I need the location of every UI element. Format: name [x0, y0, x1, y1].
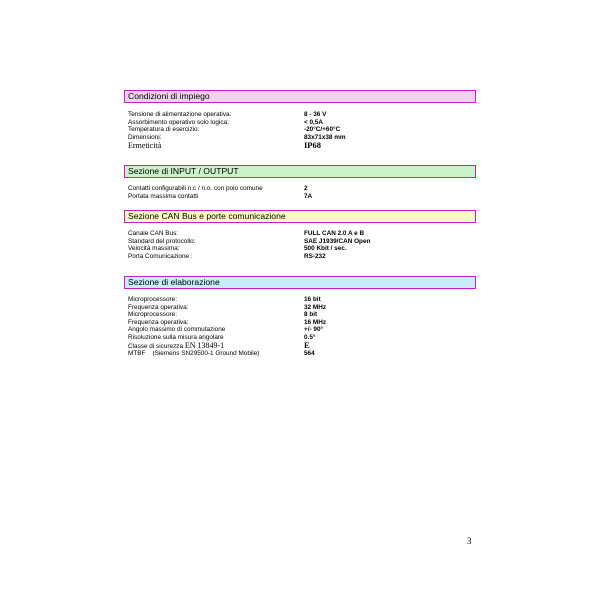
- page-number: 3: [467, 536, 472, 546]
- section-header-elaborazione: Sezione di elaborazione: [124, 276, 476, 289]
- spec-label: Velocità massima:: [128, 245, 180, 252]
- section-can-bus-rows: [128, 230, 478, 260]
- spec-value: IP68: [304, 140, 321, 150]
- spec-row: [128, 185, 478, 193]
- spec-label: Temperatura di esercizio:: [128, 126, 200, 133]
- spec-value: 32 MHz: [304, 303, 327, 311]
- spec-row: [128, 134, 478, 142]
- spec-row: [128, 245, 478, 253]
- spec-row: [128, 341, 478, 350]
- spec-label: Dimensioni:: [128, 133, 162, 141]
- spec-value: 7A: [304, 192, 313, 200]
- spec-label: Risoluzione sulla misura angolare: [128, 333, 224, 341]
- spec-row: [128, 319, 478, 327]
- spec-value: SAE J1939/CAN Open: [304, 237, 371, 245]
- spec-value: 8 - 36 V: [304, 111, 327, 118]
- spec-row: [128, 238, 478, 246]
- spec-value: RS-232: [304, 252, 326, 260]
- section-header-can-bus: Sezione CAN Bus e porte comunicazione: [124, 210, 476, 223]
- spec-row: [128, 119, 478, 127]
- spec-value: 0.5°: [304, 333, 316, 341]
- spec-label: Contatti configurabili n.c / n.o. con polo comune: [128, 185, 263, 192]
- spec-value: 83x71x38 mm: [304, 133, 346, 141]
- spec-label: Portata massima contatti: [128, 192, 199, 200]
- spec-row: [128, 111, 478, 119]
- spec-label: Frequenza operativa:: [128, 303, 189, 311]
- spec-value: E: [304, 340, 310, 350]
- spec-row: [128, 334, 478, 342]
- spec-label-standard: EN 13849-1: [184, 341, 225, 350]
- spec-label: Microprocessore:: [128, 311, 178, 318]
- spec-row: [128, 193, 478, 201]
- spec-value: 500 Kbit / sec.: [304, 245, 347, 252]
- spec-row: [128, 326, 478, 334]
- spec-label: Standard del protocollo:: [128, 237, 196, 245]
- section-condizioni-rows: [128, 111, 478, 150]
- spec-label: Ermeticità: [128, 141, 162, 150]
- spec-value: +/- 90°: [304, 326, 324, 333]
- spec-label: Microprocessore:: [128, 296, 178, 303]
- spec-row: [128, 126, 478, 134]
- spec-row: [128, 141, 478, 150]
- section-input-output-rows: [128, 185, 478, 200]
- spec-row: [128, 296, 478, 304]
- spec-label: Porta Comunicazione :: [128, 252, 193, 260]
- spec-label-prefix: Classe di sicurezza: [128, 343, 185, 350]
- spec-value: 2: [304, 185, 308, 192]
- spec-value: -20°C/+60°C: [304, 126, 341, 133]
- spec-row: [128, 304, 478, 312]
- spec-label: Assorbimento operativo solo logica:: [128, 118, 229, 126]
- spec-value: 16 MHz: [304, 318, 327, 326]
- spec-label: Angolo massimo di commutazione: [128, 326, 226, 333]
- spec-row: [128, 230, 478, 238]
- spec-value: < 0,5A: [304, 118, 324, 126]
- spec-row: [128, 350, 478, 358]
- spec-value: FULL CAN 2.0 A e B: [304, 230, 365, 237]
- spec-label: MTBF (Siemens SN29500-1 Ground Mobile): [128, 350, 260, 357]
- spec-label: Frequenza operativa:: [128, 318, 189, 326]
- spec-row: [128, 253, 478, 261]
- spec-label: Canale CAN Bus:: [128, 230, 179, 237]
- spec-row: [128, 311, 478, 319]
- spec-value: 8 bit: [304, 311, 318, 318]
- spec-label: Tensione di alimentazione operativa:: [128, 111, 232, 118]
- section-header-input-output: Sezione di INPUT / OUTPUT: [124, 165, 476, 178]
- spec-value: 16 bit: [304, 296, 321, 303]
- section-header-condizioni: Condizioni di impiego: [124, 90, 476, 103]
- section-elaborazione-rows: [128, 296, 478, 358]
- spec-value: 564: [304, 350, 315, 357]
